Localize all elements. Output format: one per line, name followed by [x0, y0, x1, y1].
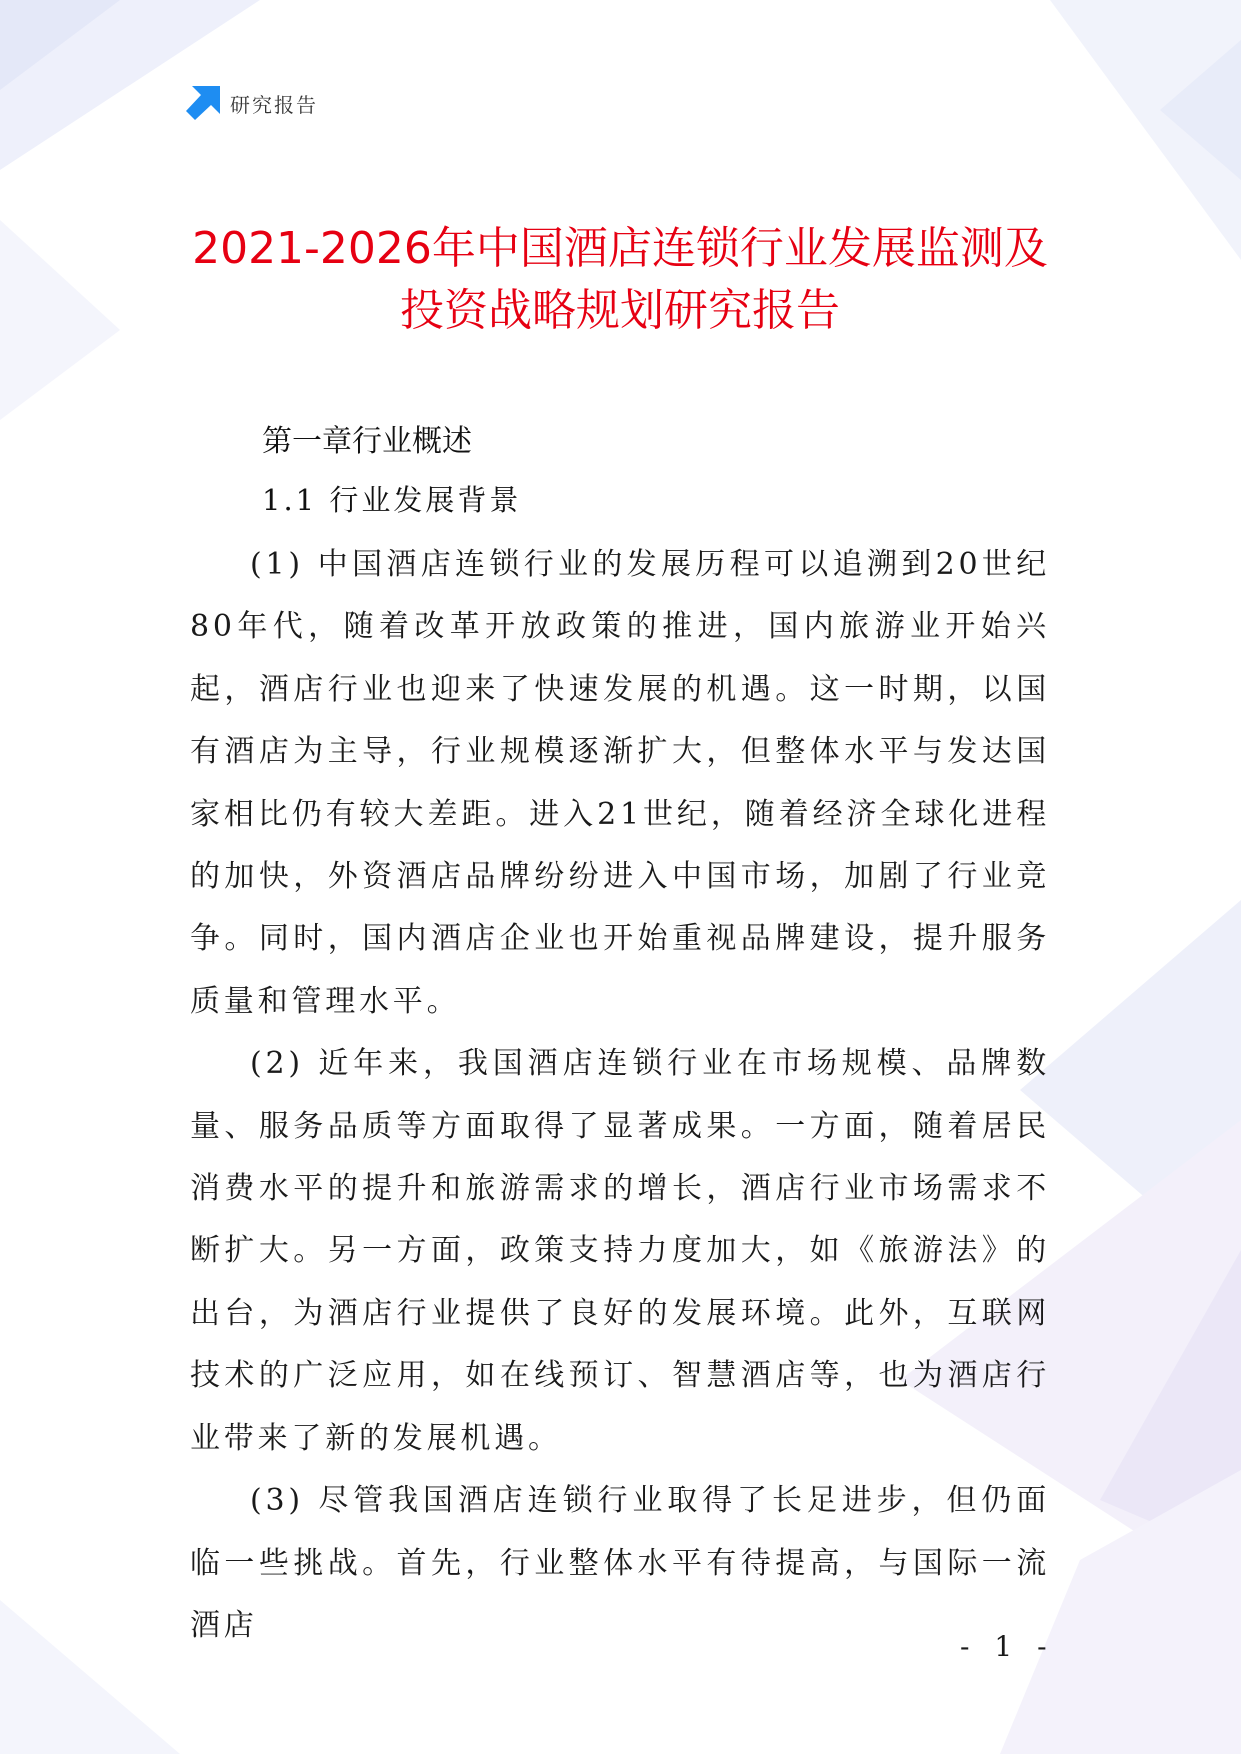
paragraph-1: (1) 中国酒店连锁行业的发展历程可以追溯到20世纪80年代，随着改革开放政策的推进，国内旅游业开始兴起，酒店行业也迎来了快速发展的机遇。这一时期，以国有酒店为主导，行业规模逐渐扩大，但整体水平与发达国家相比仍有较大差距。进入21世纪，随着经济全球化进程的加快，外资酒店品牌纷纷进入中国市场，加剧了行业竞争。同时，国内酒店企业也开始重视品牌建设，提升服务质量和管理水平。	[190, 547, 1050, 1019]
chapter-heading: 第一章行业概述	[262, 424, 472, 459]
title-line-1: 2021-2026年中国酒店连锁行业发展监测及	[192, 223, 1048, 274]
report-title	[150, 218, 1090, 342]
page-number: - 1 -	[960, 1630, 1055, 1663]
title-line-2: 投资战略规划研究报告	[400, 285, 840, 336]
paragraph-2: (2) 近年来，我国酒店连锁行业在市场规模、品牌数量、服务品质等方面取得了显著成果。一方面，随着居民消费水平的提升和旅游需求的增长，酒店行业市场需求不断扩大。另一方面，政策支持力度加大，如《旅游法》的出台，为酒店行业提供了良好的发展环境。此外，互联网技术的广泛应用，如在线预订、智慧酒店等，也为酒店行业带来了新的发展机遇。	[190, 1046, 1050, 1456]
header-label: 研究报告	[230, 92, 318, 117]
paragraph-3: (3) 尽管我国酒店连锁行业取得了长足进步，但仍面临一些挑战。首先，行业整体水平有待提高，与国际一流酒店	[190, 1483, 1050, 1643]
body-text	[190, 534, 1050, 1657]
arrow-up-right-icon	[186, 86, 220, 120]
report-header	[186, 86, 318, 120]
section-heading: 1.1 行业发展背景	[262, 483, 522, 517]
